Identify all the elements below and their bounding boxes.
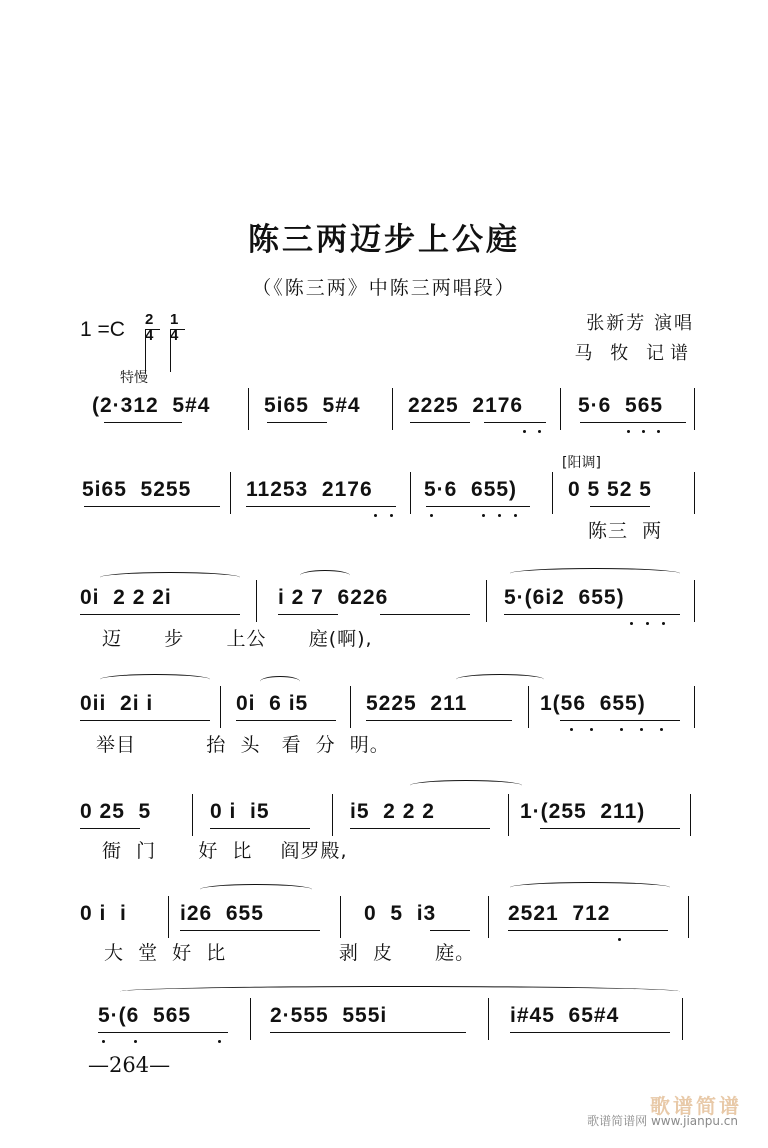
- watermark-text: 歌谱简谱网 www.jianpu.cn: [587, 1114, 738, 1128]
- score-system-1: [0, 388, 768, 478]
- song-subtitle: （《陈三两》中陈三两唱段）: [252, 277, 516, 299]
- measure: 0 5 52 5: [568, 478, 652, 501]
- time-sig-numerator: 2: [145, 311, 154, 328]
- page-number: —264—: [88, 1053, 171, 1077]
- measure: 0 i i: [80, 902, 127, 925]
- score-system-3: [0, 576, 768, 666]
- time-signature-1-4: [170, 312, 178, 344]
- score-system-4: [0, 680, 768, 770]
- measure: 2·555 555i: [270, 1004, 388, 1027]
- song-title: 陈三两迈步上公庭: [248, 222, 520, 258]
- lyric-line: 大 堂 好 比 剥 皮 庭。: [104, 942, 476, 964]
- measure: 5·6 655): [424, 478, 518, 501]
- measure: 11253 2176: [246, 478, 373, 501]
- notator-credit: 马 牧 记谱: [574, 343, 694, 364]
- measure: i26 655: [180, 902, 264, 925]
- tempo-mark: 特慢: [120, 370, 148, 386]
- lyric-line: 举目 抬 头 看 分 明。: [96, 734, 390, 756]
- measure: 0ii 2i i: [80, 692, 154, 715]
- measure: i#45 65#4: [510, 1004, 620, 1027]
- singer-credit: 张新芳 演唱: [586, 313, 694, 334]
- lyric-line: 迈 步 上公 庭(啊),: [102, 628, 373, 650]
- measure: 1(56 655): [540, 692, 646, 715]
- time-sig-denominator: 4: [170, 327, 179, 344]
- measure: 0i 2 2 2i: [80, 586, 172, 609]
- measure: 5·(6i2 655): [504, 586, 625, 609]
- score-system-5: [0, 786, 768, 876]
- measure: i5 2 2 2: [350, 800, 435, 823]
- measure: 0i 6 i5: [236, 692, 309, 715]
- key-signature: 1 =C: [80, 318, 125, 341]
- time-sig-numerator: 1: [170, 311, 179, 328]
- measure: (2·312 5#4: [92, 394, 211, 417]
- measure: i 2 7 6226: [278, 586, 389, 609]
- measure: 2521 712: [508, 902, 611, 925]
- measure: 5i65 5#4: [264, 394, 361, 417]
- watermark-logo: 歌谱简谱: [650, 1094, 742, 1118]
- measure: 1·(255 211): [520, 800, 646, 823]
- measure: 5·(6 565: [98, 1004, 192, 1027]
- mode-mark: [阳调]: [562, 455, 601, 471]
- measure: 0 25 5: [80, 800, 152, 823]
- score-system-2: [0, 470, 768, 560]
- lyric-line: 陈三 两: [588, 520, 663, 542]
- measure: 2225 2176: [408, 394, 524, 417]
- measure: 5225 211: [366, 692, 468, 715]
- score-system-6: [0, 890, 768, 980]
- time-signature-2-4: [145, 312, 153, 344]
- lyric-line: 衙 门 好 比 阎罗殿,: [102, 840, 348, 862]
- measure: 5·6 565: [578, 394, 664, 417]
- time-sig-denominator: 4: [145, 327, 154, 344]
- measure: 0 i i5: [210, 800, 270, 823]
- measure: 5i65 5255: [82, 478, 192, 501]
- measure: 0 5 i3: [364, 902, 437, 925]
